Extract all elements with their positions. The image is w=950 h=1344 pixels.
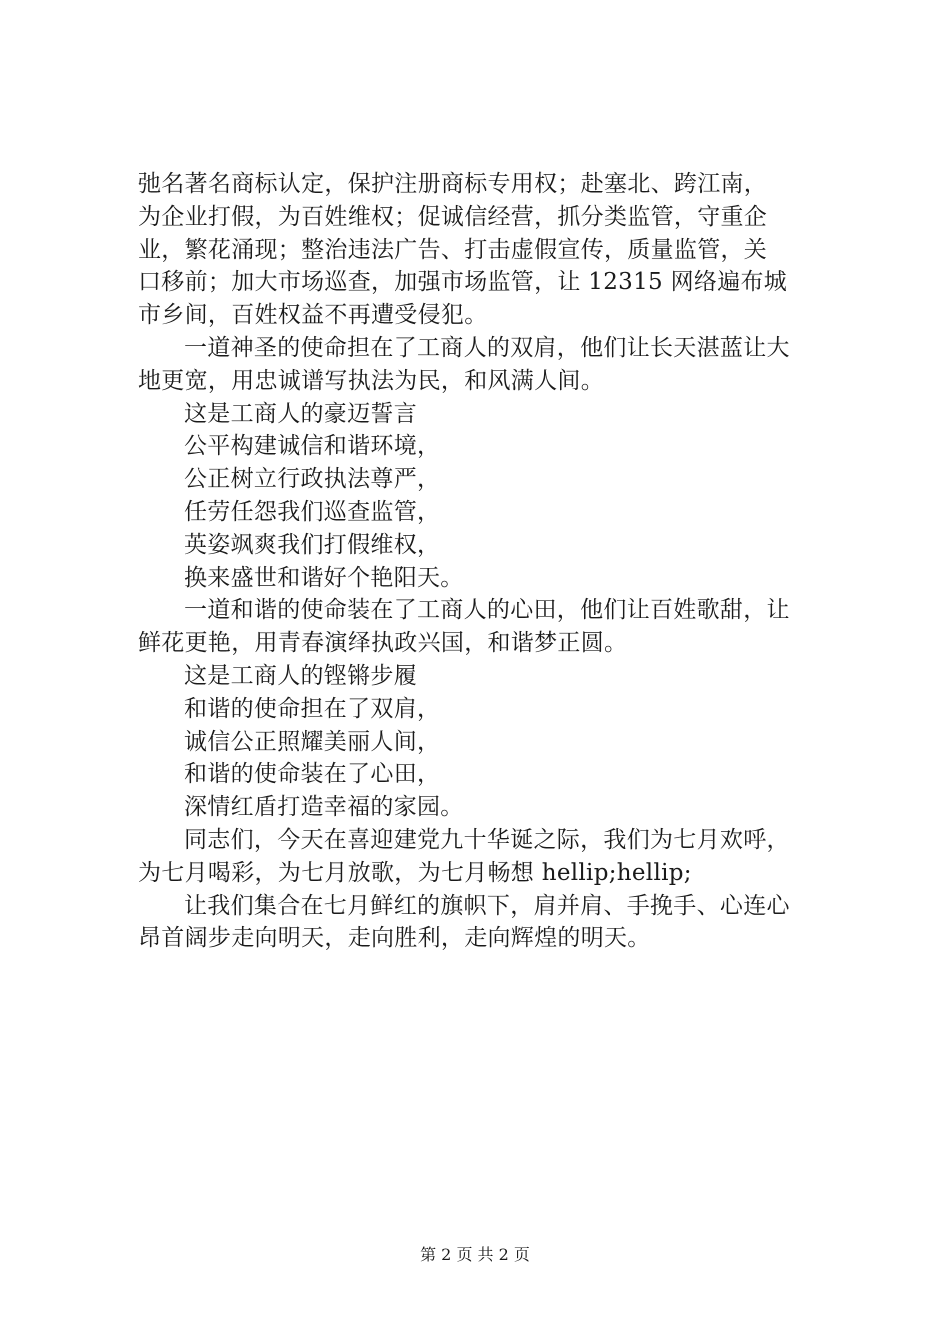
text-line: 为企业打假，为百姓维权；促诚信经营，抓分类监管，守重企 bbox=[138, 203, 768, 230]
text-line: 为七月喝彩，为七月放歌，为七月畅想 hellip;hellip; bbox=[138, 859, 692, 886]
text-line: 口移前；加大市场巡查，加强市场监管，让 12315 网络遍布城 bbox=[138, 269, 788, 296]
text-line: 换来盛世和谐好个艳阳天。 bbox=[184, 564, 464, 591]
text-line: 深情红盾打造幸福的家园。 bbox=[184, 794, 464, 821]
text-line: 弛名著名商标认定，保护注册商标专用权；赴塞北、跨江南， bbox=[138, 171, 768, 197]
text-line: 诚信公正照耀美丽人间， bbox=[184, 728, 441, 755]
text-line: 一道和谐的使命装在了工商人的心田，他们让百姓歌甜，让 bbox=[184, 597, 790, 624]
text-line: 同志们，今天在喜迎建党九十华诞之际，我们为七月欢呼， bbox=[184, 826, 790, 853]
text-line: 业，繁花涌现；整治违法广告、打击虚假宣传，质量监管，关 bbox=[138, 236, 768, 263]
text-line: 市乡间，百姓权益不再遭受侵犯。 bbox=[138, 302, 488, 329]
text-line: 地更宽，用忠诚谱写执法为民，和风满人间。 bbox=[138, 367, 604, 394]
text-line: 一道神圣的使命担在了工商人的双肩，他们让长天湛蓝让大 bbox=[184, 334, 790, 361]
text-line: 这是工商人的豪迈誓言 bbox=[184, 400, 417, 427]
text-line: 和谐的使命装在了心田， bbox=[184, 761, 441, 788]
document-body bbox=[138, 168, 838, 955]
text-line: 让我们集合在七月鲜红的旗帜下，肩并肩、手挽手、心连心 bbox=[184, 892, 790, 919]
text-line: 公正树立行政执法尊严， bbox=[184, 466, 441, 493]
text-line: 鲜花更艳，用青春演绎执政兴国，和谐梦正圆。 bbox=[138, 630, 628, 657]
text-line: 任劳任怨我们巡查监管， bbox=[184, 498, 441, 525]
text-line: 公平构建诚信和谐环境， bbox=[184, 433, 441, 460]
page-footer: 第 2 页 共 2 页 bbox=[420, 1245, 530, 1264]
text-line: 昂首阔步走向明天，走向胜利，走向辉煌的明天。 bbox=[138, 925, 651, 952]
text-line: 英姿飒爽我们打假维权， bbox=[184, 531, 441, 558]
text-line: 和谐的使命担在了双肩， bbox=[184, 695, 441, 722]
text-line: 这是工商人的铿锵步履 bbox=[184, 662, 417, 689]
